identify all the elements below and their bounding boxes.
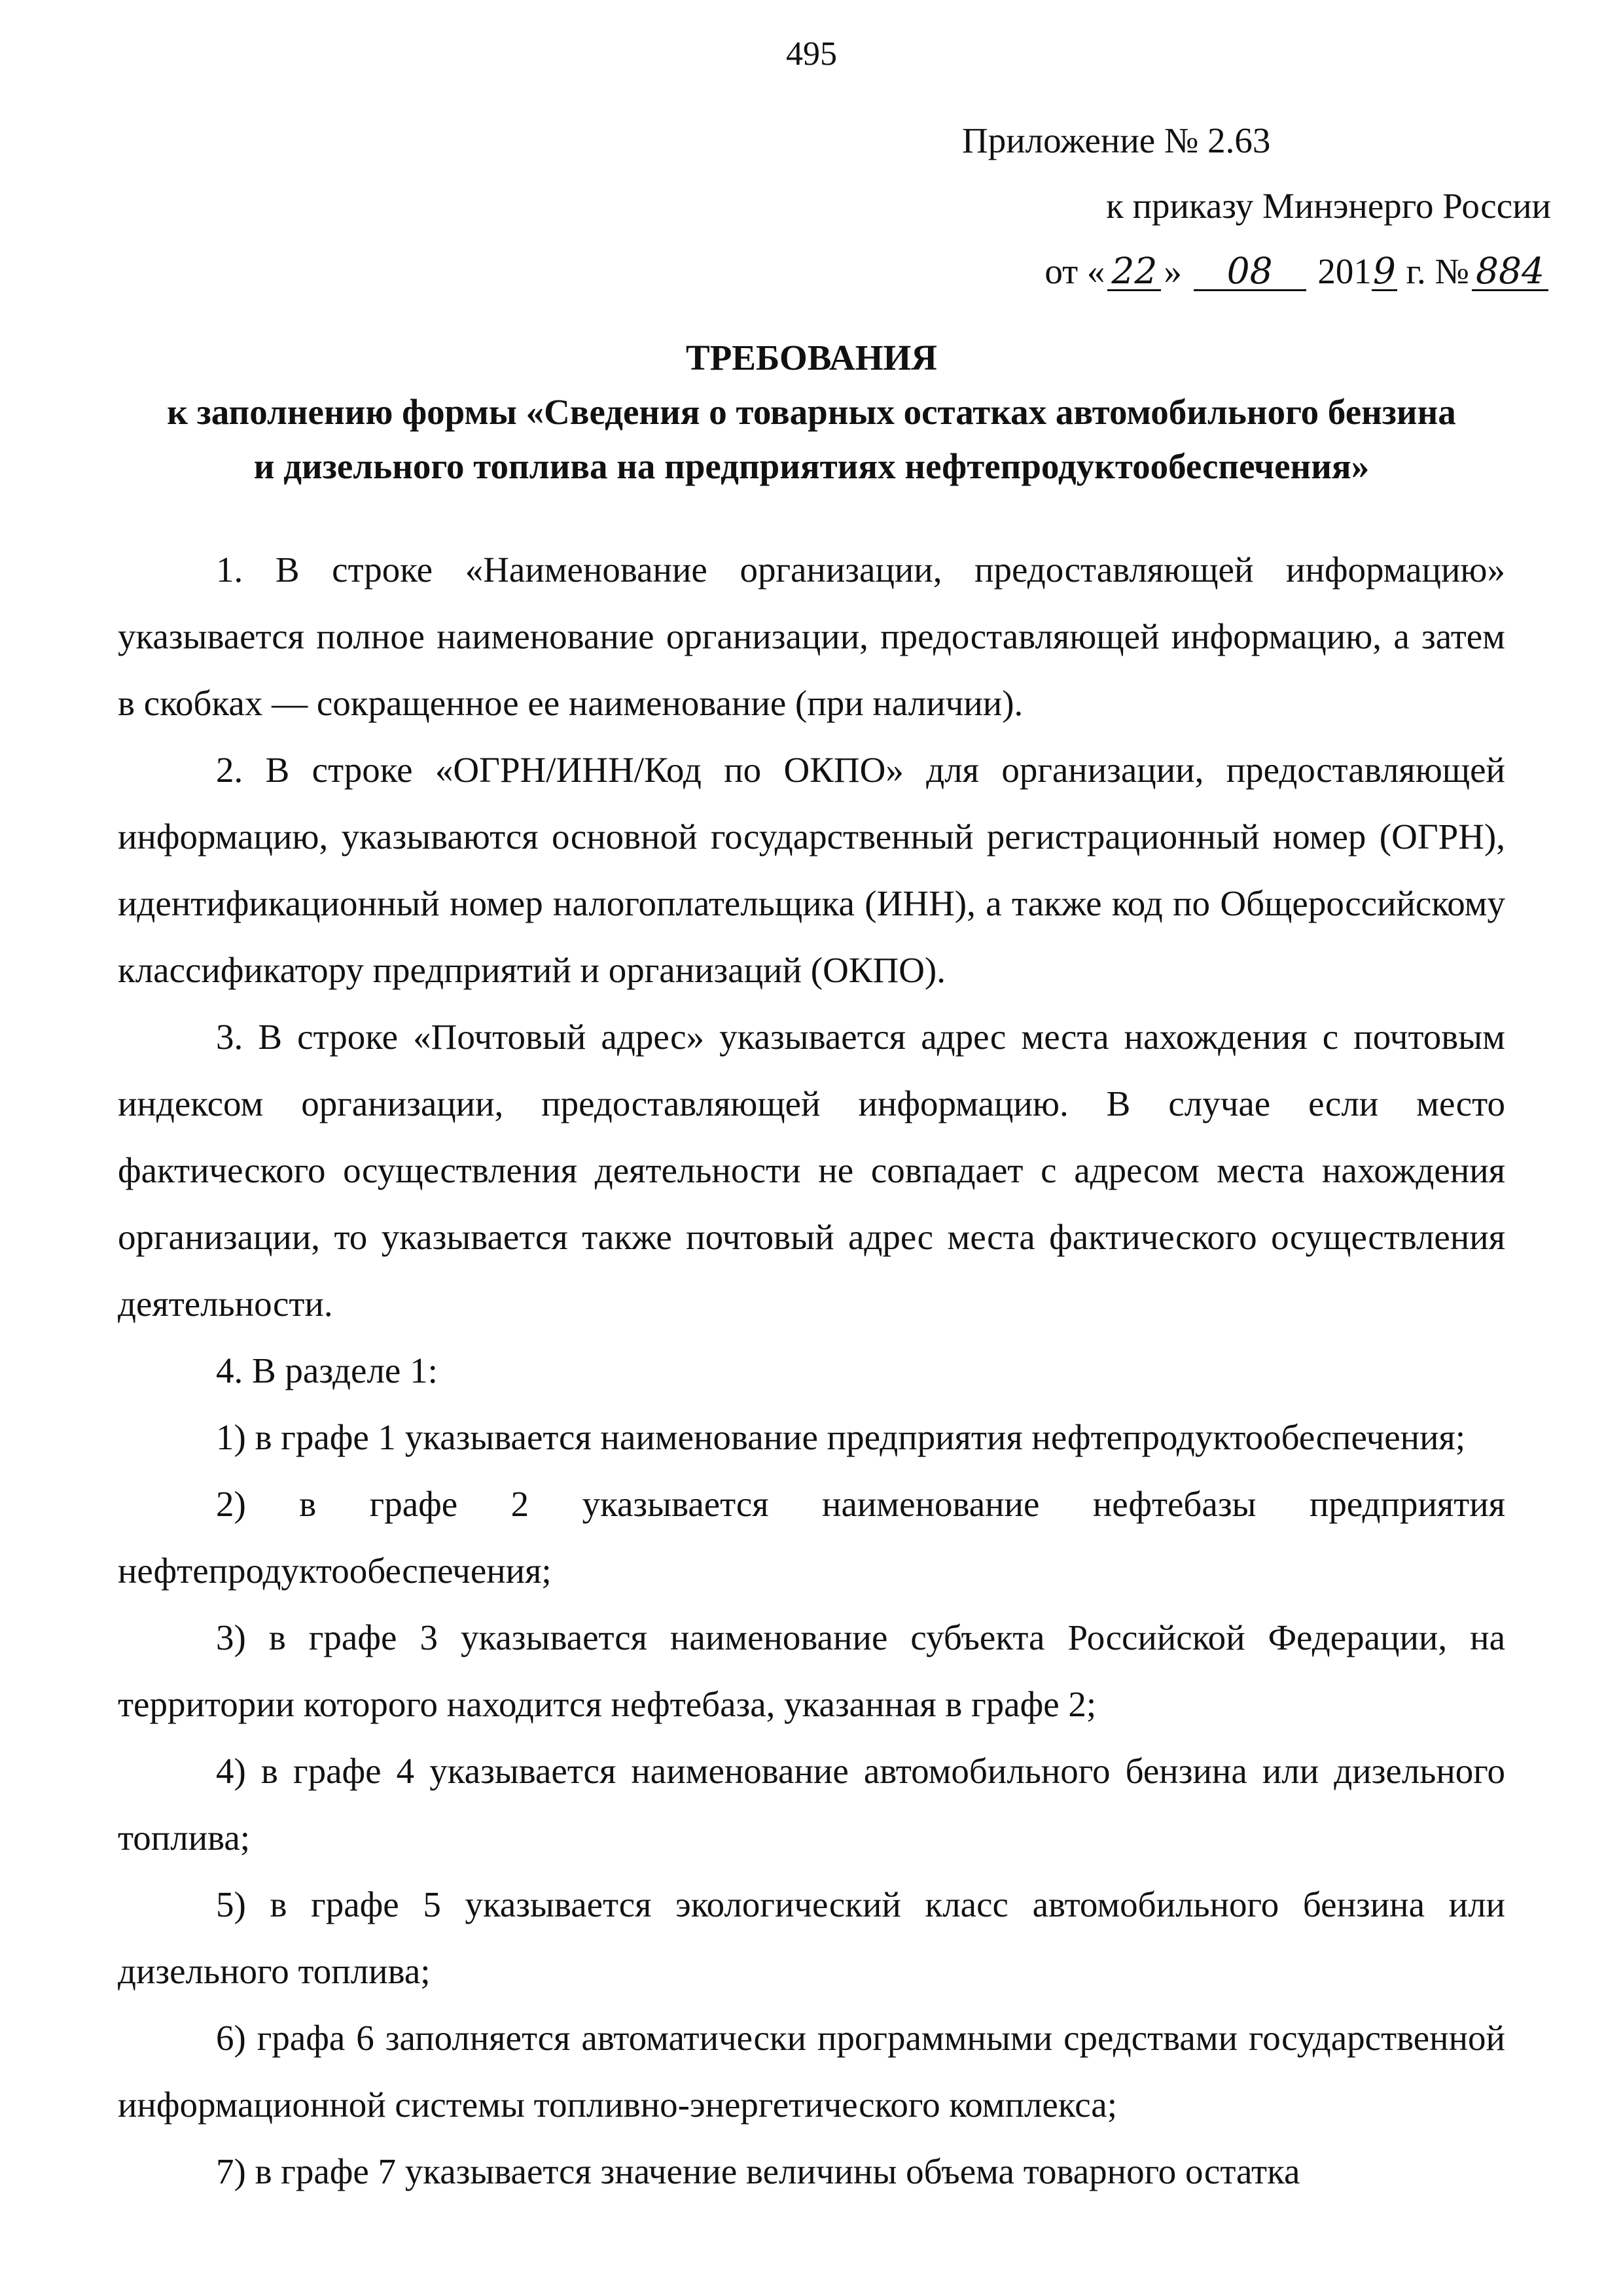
list-item-3: 3) в графе 3 указывается наименование субъекта Российской Федерации, на территории которого находится нефтебаза, указанная в графе 2; — [118, 1617, 1505, 1724]
appendix-title: Приложение № 2.63 — [962, 120, 1271, 160]
paragraph-4: 4. В разделе 1: — [216, 1351, 438, 1390]
order-label: г. № — [1406, 251, 1470, 291]
handwritten-day: 22 — [1107, 253, 1161, 291]
title-heading: ТРЕБОВАНИЯ — [686, 338, 937, 378]
document-body — [118, 537, 1505, 2205]
list-item-5: 5) в графе 5 указывается экологический класс автомобильного бензина или дизельного топлива; — [118, 1884, 1505, 1991]
date-mid: » — [1164, 251, 1182, 291]
title-subtitle-line2: и дизельного топлива на предприятиях нефтепродуктообеспечения» — [253, 446, 1370, 486]
handwritten-order-number: 884 — [1472, 253, 1548, 291]
appendix-date-line — [962, 239, 1551, 304]
appendix-header — [962, 108, 1551, 304]
paragraph-1: 1. В строке «Наименование организации, предоставляющей информацию» указывается полное наименование организации, предоставляющей информацию, а затем в скобках — сокращенное ее наименование (при наличии). — [118, 550, 1505, 723]
list-item-2: 2) в графе 2 указывается наименование нефтебазы предприятия нефтепродуктообеспечения; — [118, 1484, 1505, 1591]
paragraph-3: 3. В строке «Почтовый адрес» указывается адрес места нахождения с почтовым индексом организации, предоставляющей информацию. В случае если место фактического осуществления деятельности не совпадает с адресом места нахождения организации, то указывается также почтовый адрес места фактического осуществления деятельности. — [118, 1017, 1505, 1324]
handwritten-month: 08 — [1194, 253, 1306, 291]
list-item-4: 4) в графе 4 указывается наименование автомобильного бензина или дизельного топлива; — [118, 1751, 1505, 1858]
list-item-7: 7) в графе 7 указывается значение величины объема товарного остатка — [216, 2151, 1300, 2191]
list-item-1: 1) в графе 1 указывается наименование предприятия нефтепродуктообеспечения; — [216, 1417, 1466, 1457]
document-title — [118, 330, 1505, 493]
paragraph-2: 2. В строке «ОГРН/ИНН/Код по ОКПО» для организации, предоставляющей информацию, указываются основной государственный регистрационный номер (ОГРН), идентификационный номер налогоплательщика (ИНН), а также код по Общероссийскому классификатору предприятий и организаций (ОКПО). — [118, 750, 1505, 990]
title-subtitle-line1: к заполнению формы «Сведения о товарных остатках автомобильного бензина — [167, 392, 1456, 432]
appendix-order-ref: к приказу Минэнерго России — [1106, 186, 1551, 226]
year-prefix: 201 — [1317, 251, 1372, 291]
handwritten-year-digit: 9 — [1372, 250, 1396, 292]
page-number: 495 — [786, 35, 837, 73]
date-prefix: от « — [1044, 251, 1105, 291]
list-item-6: 6) графа 6 заполняется автоматически программными средствами государственной информационной системы топливно-энергетического комплекса; — [118, 2018, 1505, 2125]
